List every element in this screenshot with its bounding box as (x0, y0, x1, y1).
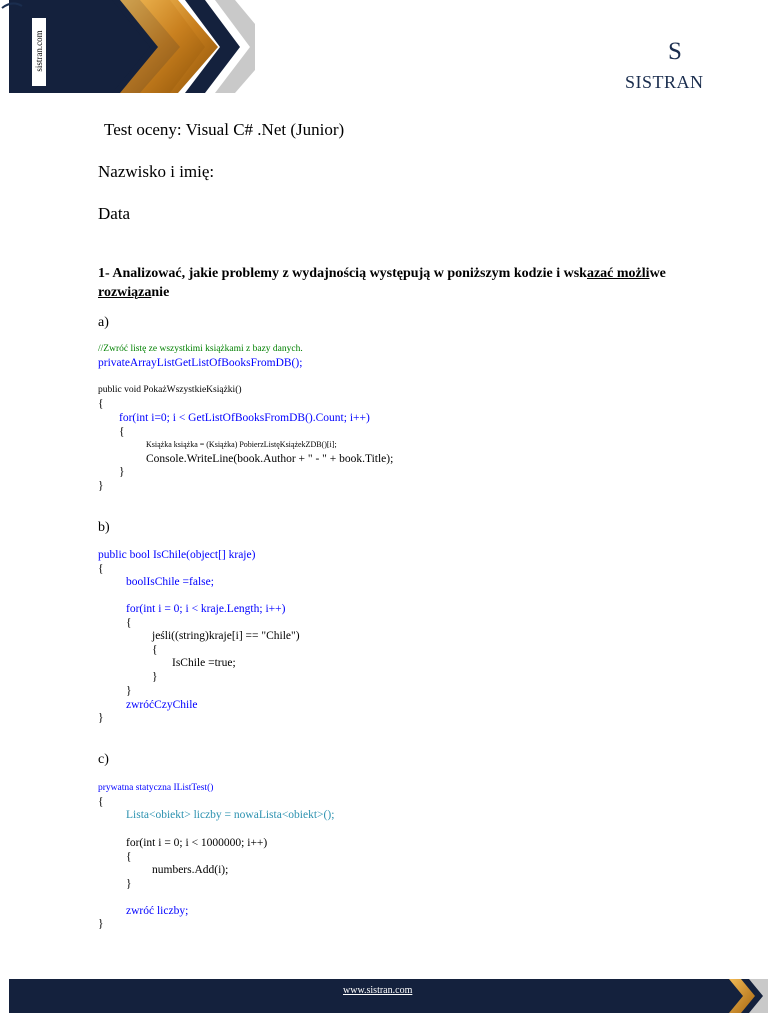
code-c-line: } (98, 918, 104, 930)
logo-name: SISTRAN (625, 72, 704, 92)
name-label: Nazwisko i imię: (98, 162, 215, 181)
code-c-line: zwróć liczby; (126, 905, 189, 917)
q1-text-3: we (649, 266, 666, 281)
code-a-comment: //Zwróć listę ze wszystkimi książkami z bazy danych. (98, 344, 303, 354)
side-text-box (32, 18, 46, 86)
side-text: sistran.com (34, 30, 44, 72)
code-c-line: Lista<obiekt> liczby = nowaLista<obiekt>(); (126, 809, 335, 821)
code-b-line: for(int i = 0; i < kraje.Length; i++) (126, 603, 286, 615)
code-b-line: public bool IsChile(object[] kraje) (98, 549, 256, 561)
code-b-line: { (152, 644, 158, 656)
code-c-line: { (98, 796, 104, 808)
code-b-line: jeśli((string)kraje[i] == "Chile") (152, 630, 300, 642)
question-1 (98, 264, 738, 302)
q1-text-5: nie (151, 285, 170, 300)
code-b-line: boolIsChile =false; (126, 576, 214, 588)
code-b-line: } (126, 685, 132, 697)
code-c-line: prywatna statyczna IListTest() (98, 783, 214, 793)
code-a-line: } (98, 480, 104, 492)
code-a-line: { (98, 398, 104, 410)
page-title: Test oceny: Visual C# .Net (Junior) (104, 120, 345, 139)
logo-arc-icon (0, 0, 24, 10)
code-c-line: } (126, 878, 132, 890)
code-c-line: for(int i = 0; i < 1000000; i++) (126, 837, 268, 849)
code-a-line: Console.WriteLine(book.Author + " - " + book.Title); (146, 453, 394, 465)
section-a-label: a) (98, 315, 109, 330)
q1-text-1: 1- Analizować, jakie problemy z wydajnością występują w poniższym kodzie i wsk (98, 266, 587, 281)
footer-link[interactable]: www.sistran.com (343, 985, 413, 996)
code-a-line: { (119, 426, 125, 438)
code-a-line: } (119, 466, 125, 478)
section-c-label: c) (98, 752, 109, 767)
code-a-line: public void PokażWszystkieKsiążki() (98, 385, 242, 395)
code-a-line: Książka książka = (Książka) PobierzListęKsiążekZDB()[i]; (146, 440, 337, 449)
code-b-line: { (98, 563, 104, 575)
q1-text-2: azać możli (586, 266, 650, 281)
code-b-line: zwróćCzyChile (126, 699, 198, 711)
code-a-line: for(int i=0; i < GetListOfBooksFromDB().Count; i++) (119, 412, 370, 424)
q1-text-4: rozwiąza (98, 285, 152, 300)
section-b-label: b) (98, 520, 110, 535)
code-c-line: { (126, 851, 132, 863)
logo-letter: S (668, 38, 682, 65)
page-header (0, 0, 768, 95)
code-b-line: { (126, 617, 132, 629)
date-label: Data (98, 204, 131, 223)
code-c-line: numbers.Add(i); (152, 864, 229, 876)
code-a-line: privateArrayListGetListOfBooksFromDB(); (98, 357, 303, 369)
code-b-line: } (98, 712, 104, 724)
code-b-line: } (152, 671, 158, 683)
code-b-line: IsChile =true; (172, 657, 236, 669)
